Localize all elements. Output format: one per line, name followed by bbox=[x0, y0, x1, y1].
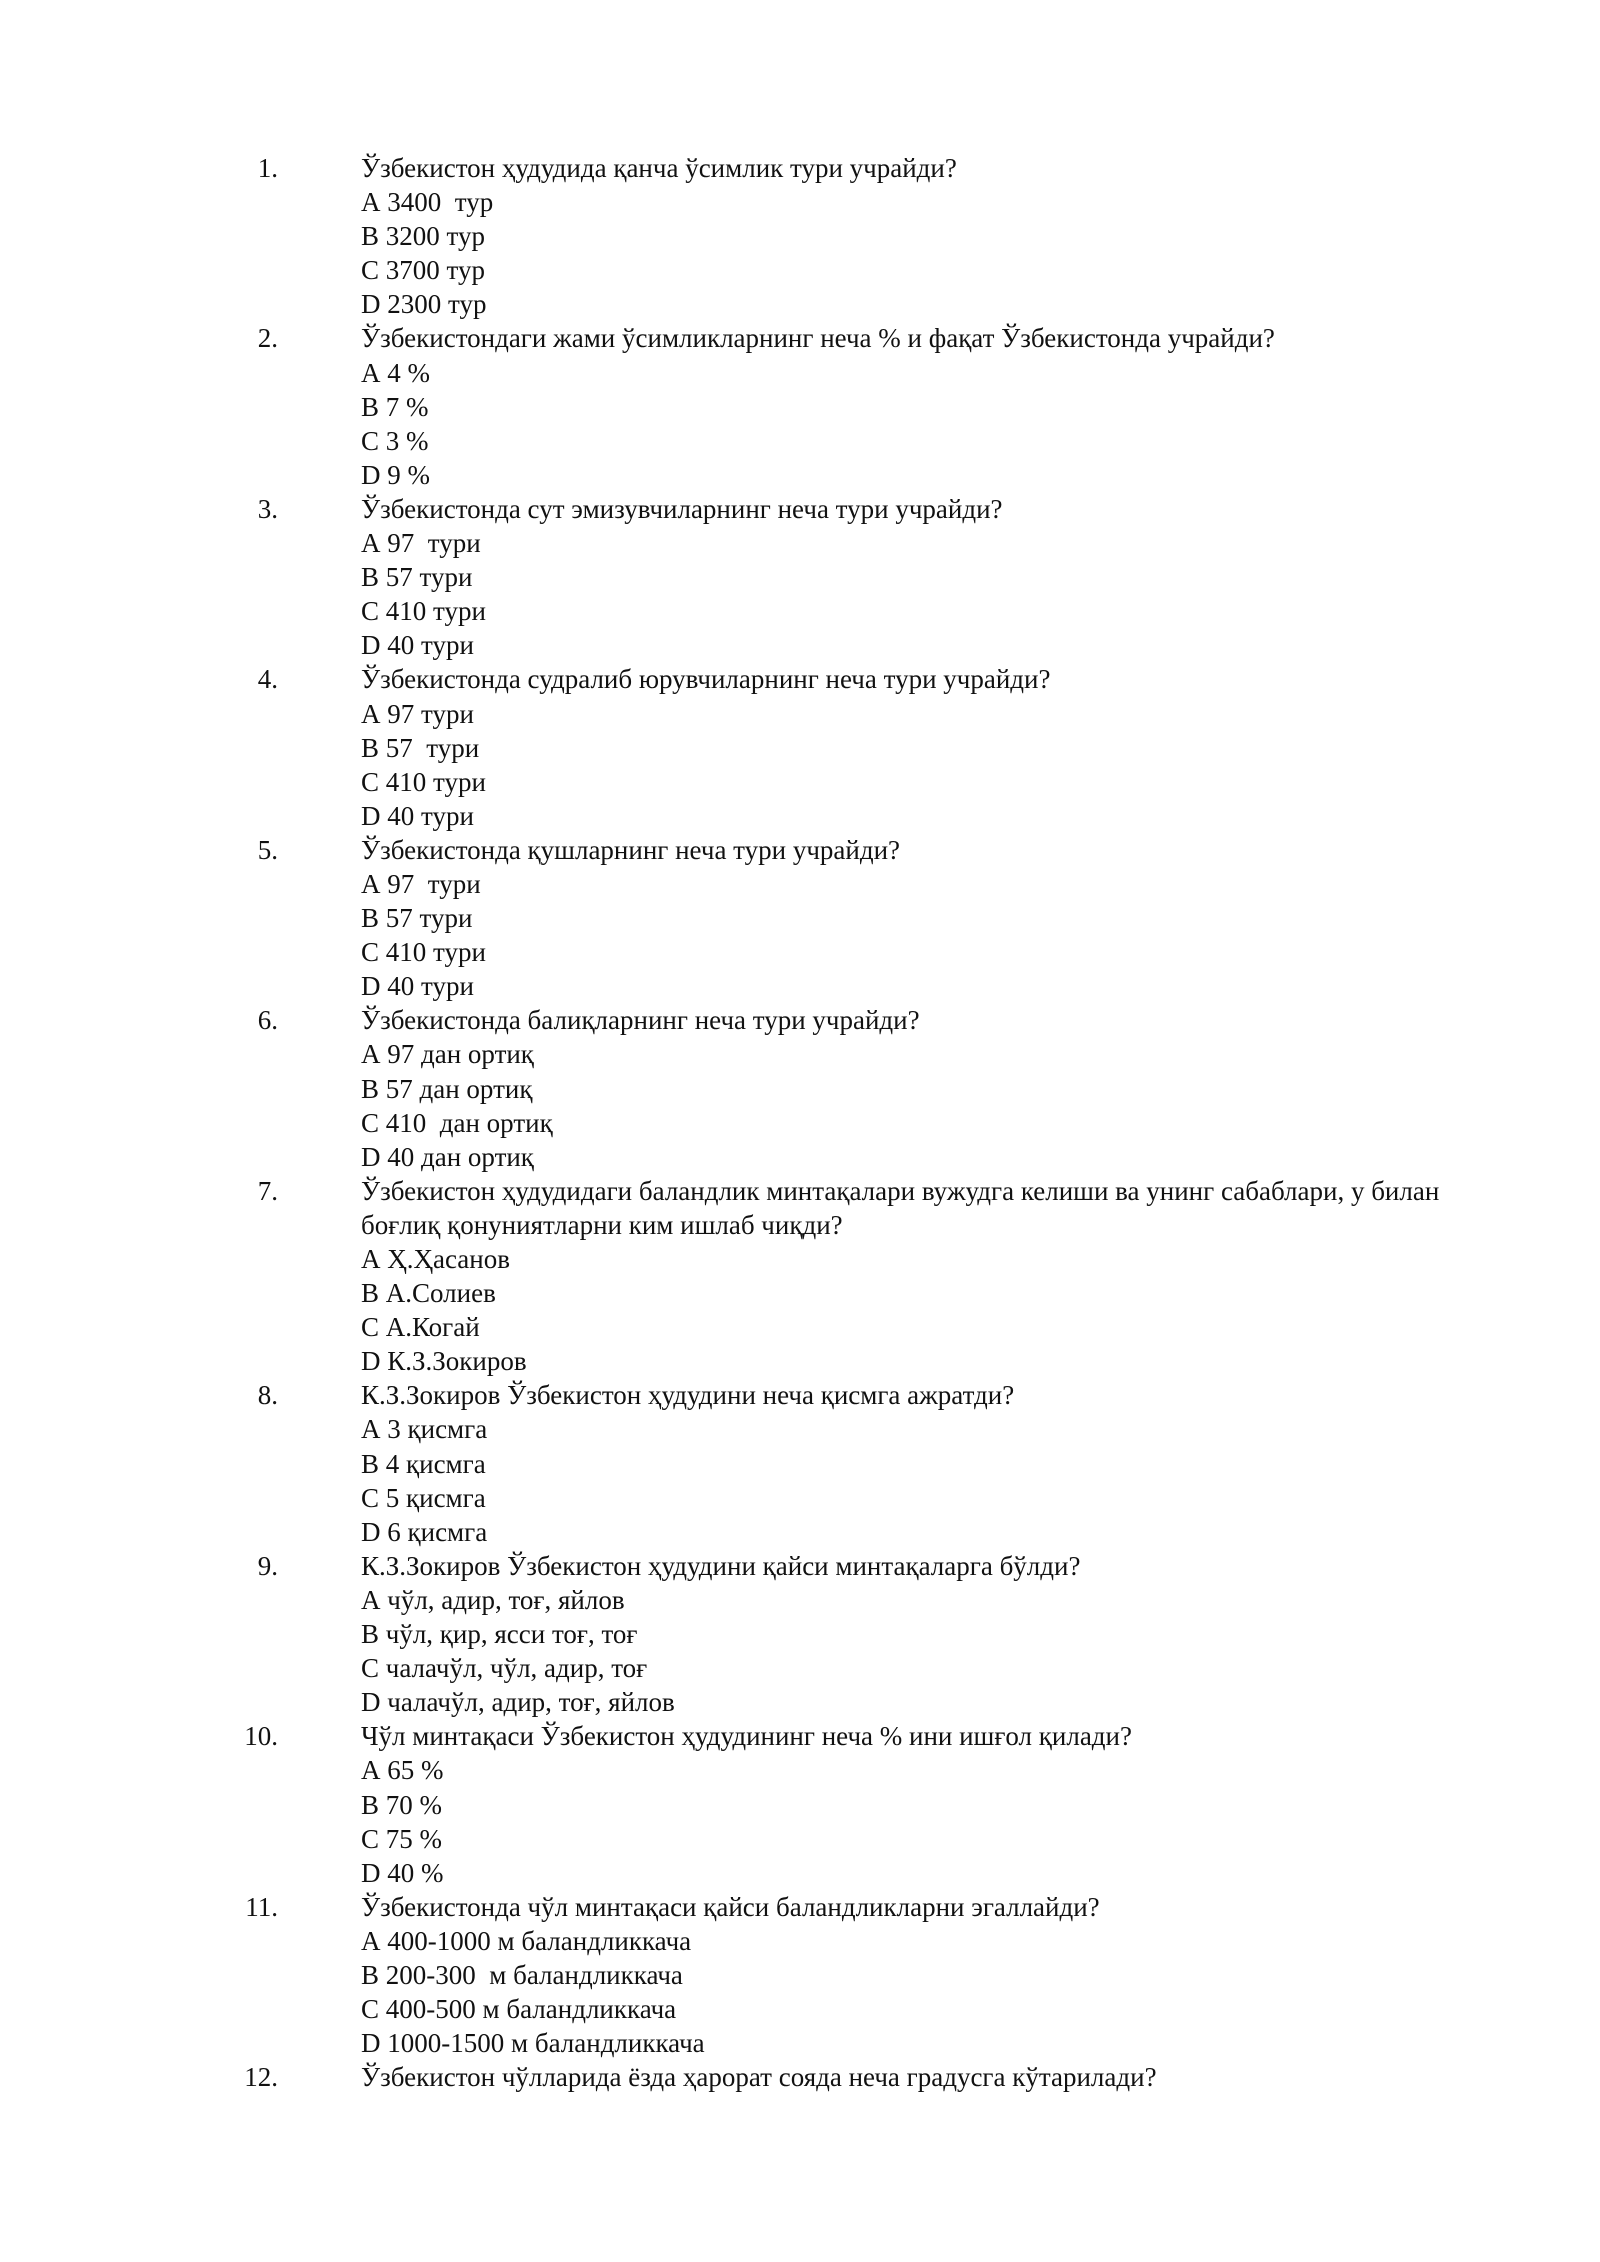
answer-option: А чўл, адир, тоғ, яйлов bbox=[361, 1584, 625, 1615]
question-item bbox=[0, 492, 1600, 662]
question-item bbox=[0, 1378, 1600, 1548]
answer-option: С 3 % bbox=[361, 425, 429, 456]
answer-option: А Ҳ.Ҳасанов bbox=[361, 1244, 510, 1274]
answer-option: В чўл, қир, ясси тоғ, тоғ bbox=[361, 1619, 638, 1650]
answer-option: D 40 тури bbox=[361, 800, 474, 831]
answer-option: В 57 дан ортиқ bbox=[361, 1073, 533, 1104]
answer-option: А 65 % bbox=[361, 1755, 444, 1786]
answer-option: D 40 тури bbox=[361, 630, 474, 661]
answer-options bbox=[361, 526, 1600, 662]
answer-options bbox=[361, 1583, 1600, 1719]
answer-options bbox=[361, 1753, 1600, 1889]
answer-option: В 57 тури bbox=[361, 732, 480, 763]
answer-option: С 75 % bbox=[361, 1823, 442, 1854]
answer-option: А 97 тури bbox=[361, 698, 474, 729]
answer-option: С 410 дан ортиқ bbox=[361, 1107, 553, 1138]
answer-option: В 57 тури bbox=[361, 903, 473, 934]
answer-options bbox=[361, 697, 1600, 833]
answer-option: D 1000-1500 м баландликкача bbox=[361, 2028, 705, 2059]
answer-option: D 6 қисмга bbox=[361, 1516, 488, 1547]
question-item bbox=[0, 151, 1600, 321]
answer-option: В 7 % bbox=[361, 391, 429, 422]
answer-option: А 97 тури bbox=[361, 528, 481, 559]
answer-option: В 70 % bbox=[361, 1789, 442, 1820]
question-text: Ўзбекистон ҳудудида қанча ўсимлик тури учрайди? bbox=[361, 153, 957, 183]
answer-option: С чалачўл, чўл, адир, тоғ bbox=[361, 1653, 648, 1684]
question-list bbox=[0, 151, 1600, 2094]
question-number: 12. bbox=[244, 2062, 278, 2093]
question-text: Ўзбекистонда балиқларнинг неча тури учрайди? bbox=[361, 1005, 920, 1036]
question-text: Ўзбекистонда чўл минтақаси қайси баландликларни эгаллайди? bbox=[361, 1891, 1100, 1922]
answer-option: D 9 % bbox=[361, 459, 430, 490]
answer-option: А 3 қисмга bbox=[361, 1414, 488, 1445]
question-number: 5. bbox=[257, 834, 278, 865]
question-text: Ўзбекистон чўлларида ёзда ҳарорат сояда неча градусга кўтарилади? bbox=[361, 2062, 1157, 2093]
answer-options bbox=[361, 185, 1600, 321]
answer-option: В А.Солиев bbox=[361, 1278, 496, 1309]
answer-option: В 200-300 м баландликкача bbox=[361, 1959, 683, 1990]
answer-option: D 40 тури bbox=[361, 971, 474, 1002]
answer-option: D К.З.Зокиров bbox=[361, 1346, 527, 1377]
answer-option: D 40 % bbox=[361, 1857, 444, 1888]
question-item bbox=[0, 321, 1600, 491]
question-number: 8. bbox=[257, 1380, 278, 1411]
question-item bbox=[0, 833, 1600, 1003]
answer-option: С 410 тури bbox=[361, 596, 486, 627]
question-number: 3. bbox=[257, 493, 278, 524]
question-number: 2. bbox=[257, 323, 278, 354]
question-number: 11. bbox=[245, 1891, 278, 1922]
answer-option: В 3200 тур bbox=[361, 221, 485, 252]
answer-option: С 3700 тур bbox=[361, 255, 485, 286]
answer-option: А 400-1000 м баландликкача bbox=[361, 1925, 692, 1956]
question-item bbox=[0, 2060, 1600, 2094]
question-text: Чўл минтақаси Ўзбекистон ҳудудининг неча % ини ишғол қилади? bbox=[361, 1721, 1132, 1752]
question-item bbox=[0, 662, 1600, 832]
answer-option: D 40 дан ортиқ bbox=[361, 1141, 534, 1172]
question-item bbox=[0, 1549, 1600, 1719]
question-number: 4. bbox=[257, 664, 278, 695]
answer-option: С А.Когай bbox=[361, 1312, 480, 1343]
answer-option: D 2300 тур bbox=[361, 289, 487, 320]
answer-option: В 57 тури bbox=[361, 562, 473, 593]
question-item bbox=[0, 1174, 1600, 1379]
answer-option: D чалачўл, адир, тоғ, яйлов bbox=[361, 1687, 675, 1718]
answer-option: С 400-500 м баландликкача bbox=[361, 1994, 677, 2025]
answer-option: С 5 қисмга bbox=[361, 1482, 486, 1513]
answer-option: С 410 тури bbox=[361, 937, 486, 968]
question-text: Ўзбекистонда сут эмизувчиларнинг неча тури учрайди? bbox=[361, 493, 1003, 524]
answer-options bbox=[361, 1242, 1600, 1378]
answer-options bbox=[361, 1037, 1600, 1173]
question-text: К.З.Зокиров Ўзбекистон ҳудудини неча қисмга ажратди? bbox=[361, 1380, 1015, 1411]
answer-options bbox=[361, 1412, 1600, 1548]
question-number: 6. bbox=[257, 1005, 278, 1036]
question-number: 10. bbox=[244, 1721, 278, 1752]
question-text: К.З.Зокиров Ўзбекистон ҳудудини қайси минтақаларга бўлди? bbox=[361, 1550, 1081, 1581]
answer-option: В 4 қисмга bbox=[361, 1448, 486, 1479]
answer-option: С 410 тури bbox=[361, 766, 486, 797]
question-text: Ўзбекистон ҳудудидаги баландлик минтақалари вужудга келиши ва унинг сабаблари, у билан боғлиқ қонуниятларни ким ишлаб чиқди? bbox=[361, 1175, 1447, 1240]
answer-options bbox=[361, 1924, 1600, 2060]
question-item bbox=[0, 1003, 1600, 1173]
answer-option: А 3400 тур bbox=[361, 187, 494, 218]
question-text: Ўзбекистонда судралиб юрувчиларнинг неча тури учрайди? bbox=[361, 664, 1051, 695]
question-number: 7. bbox=[257, 1175, 278, 1206]
question-number: 1. bbox=[257, 153, 278, 183]
answer-options bbox=[361, 356, 1600, 492]
question-text: Ўзбекистонда қушларнинг неча тури учрайди? bbox=[361, 834, 900, 865]
question-item bbox=[0, 1719, 1600, 1889]
answer-option: А 4 % bbox=[361, 357, 430, 388]
question-number: 9. bbox=[257, 1550, 278, 1581]
answer-option: А 97 дан ортиқ bbox=[361, 1039, 534, 1070]
question-text: Ўзбекистондаги жами ўсимликларнинг неча % и фақат Ўзбекистонда учрайди? bbox=[361, 323, 1275, 354]
answer-option: А 97 тури bbox=[361, 868, 481, 899]
question-item bbox=[0, 1890, 1600, 2060]
answer-options bbox=[361, 867, 1600, 1003]
